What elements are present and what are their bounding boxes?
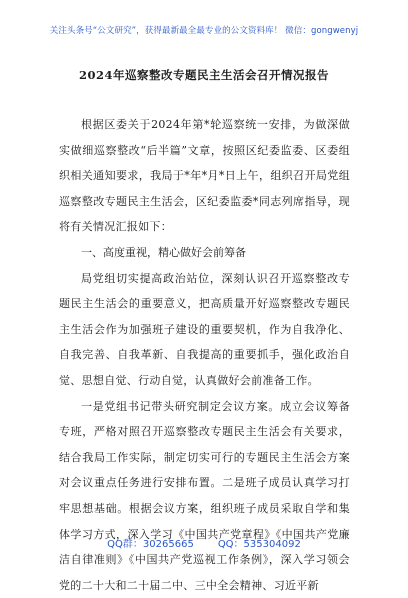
- intro-paragraph: 根据区委关于2024年第*轮巡察统一安排，为做深做实做细巡察整改“后半篇”文章，按照区纪委监委、区委组织相关通知要求，我局于*年*月*日上午，组织召开局党组巡察整改专题民主生活会，区纪委监委*同志列席指导，现将有关情况汇报如下：: [59, 118, 350, 234]
- qq-contact-text: QQ：535304092: [217, 539, 301, 550]
- qq-group-text: QQ群：30265665: [107, 539, 194, 550]
- document-title: 2024年巡察整改专题民主生活会召开情况报告: [78, 68, 329, 82]
- body-paragraph: 局党组切实提高政治站位，深刻认识召开巡察整改专题民主生活会的重要意义，把高质量开好巡察整改专题民主生活会作为加强班子建设的重要契机，作为自我净化、自我完善、自我革新、自我提高的重要抓手，强化政治自觉、思想自觉、行动自觉，认真做好会前准备工作。: [59, 271, 350, 387]
- document-body: [59, 112, 350, 598]
- body-paragraph: 一是党组书记带头研究制定会议方案。成立会议筹备专班，严格对照召开巡察整改专题民主生活会有关要求，结合我局工作实际，制定切实可行的专题民主生活会方案对会议重点任务进行安排布置。二是班子成员认真学习打牢思想基础。根据会议方案，组织班子成员采取自学和集体学习方式，深入学习《中国共产党章程》《中国共产党廉洁自律准则》《中国共产党巡视工作条例》，深入学习领会党的二十大和二十届二中、三中全会精神、习近平新: [59, 399, 350, 592]
- page-footer: [0, 535, 408, 550]
- watermark-banner: 关注头条号“公文研究”，获得最新最全最专业的公文资料库！ 微信：gongwenyj: [49, 26, 359, 36]
- section-heading: 一、高度重视，精心做好会前筹备: [81, 245, 246, 259]
